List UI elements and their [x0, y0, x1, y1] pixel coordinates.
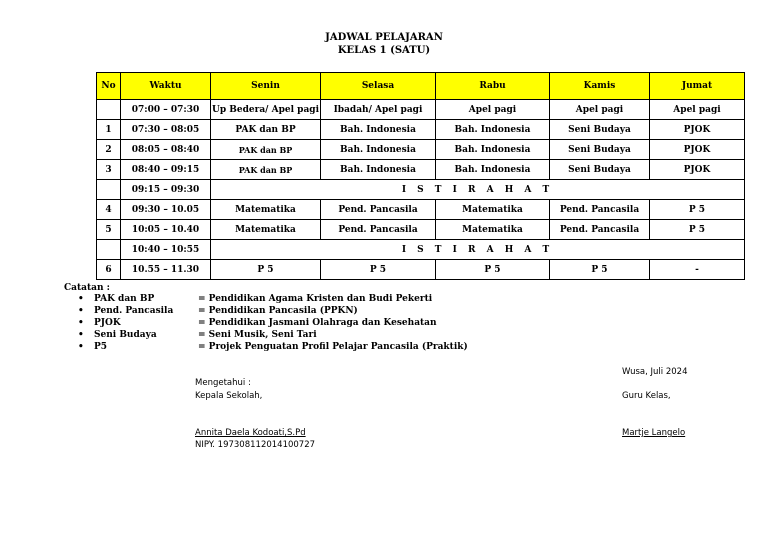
document-title: JADWAL PELAJARAN — [325, 32, 443, 43]
subject-cell: Matematika — [436, 200, 550, 220]
subject-cell: P 5 — [650, 220, 745, 240]
subject-cell: P 5 — [211, 260, 321, 280]
table-row — [97, 120, 745, 140]
table-row — [97, 260, 745, 280]
subject-cell: Bah. Indonesia — [436, 160, 550, 180]
subject-cell: Matematika — [436, 220, 550, 240]
place-date: Wusa, Juli 2024 — [622, 367, 688, 377]
table-row — [97, 140, 745, 160]
subject-cell: Pend. Pancasila — [321, 220, 436, 240]
subject-cell: Up Bedera/ Apel pagi — [211, 100, 321, 120]
time-cell: 10.55 – 11.30 — [121, 260, 211, 280]
headmaster-nip: NIPY. 197308112014100727 — [195, 440, 316, 450]
subject-cell: P 5 — [550, 260, 650, 280]
row-number — [97, 240, 121, 260]
bullet-icon: • — [78, 294, 84, 304]
note-item — [78, 342, 468, 354]
time-cell: 10:40 – 10:55 — [121, 240, 211, 260]
table-row — [97, 100, 745, 120]
row-number: 4 — [97, 200, 121, 220]
time-cell: 07:30 – 08:05 — [121, 120, 211, 140]
break-row — [97, 240, 745, 260]
subject-cell: Seni Budaya — [550, 140, 650, 160]
time-cell: 08:40 – 09:15 — [121, 160, 211, 180]
break-label: I S T I R A H A T — [211, 240, 745, 260]
bullet-icon: • — [78, 306, 84, 316]
subject-cell: P 5 — [436, 260, 550, 280]
subject-cell: Pend. Pancasila — [321, 200, 436, 220]
subject-cell: Pend. Pancasila — [550, 220, 650, 240]
row-number — [97, 100, 121, 120]
subject-cell: Bah. Indonesia — [321, 120, 436, 140]
headmaster-name: Annita Daela Kodoati,S.Pd — [195, 428, 306, 438]
header-cell-no: No — [97, 73, 121, 100]
note-abbreviation: PAK dan BP — [94, 294, 155, 304]
header-cell-rabu: Rabu — [436, 73, 550, 100]
note-definition: = Seni Musik, Seni Tari — [198, 330, 317, 340]
note-abbreviation: P5 — [94, 342, 108, 352]
teacher-name: Martje Langelo — [622, 428, 686, 438]
header-cell-senin: Senin — [211, 73, 321, 100]
subject-cell: Bah. Indonesia — [436, 140, 550, 160]
note-abbreviation: Seni Budaya — [94, 330, 157, 340]
subject-cell: Pend. Pancasila — [550, 200, 650, 220]
note-definition: = Pendidikan Agama Kristen dan Budi Pekerti — [198, 294, 433, 304]
subject-cell: Bah. Indonesia — [321, 160, 436, 180]
header-cell-kamis: Kamis — [550, 73, 650, 100]
note-abbreviation: PJOK — [94, 318, 121, 328]
subject-cell: PAK dan BP — [211, 160, 321, 180]
note-definition: = Pendidikan Pancasila (PPKN) — [198, 306, 358, 316]
header-cell-jumat: Jumat — [650, 73, 745, 100]
subject-cell: Seni Budaya — [550, 160, 650, 180]
subject-cell: PAK dan BP — [211, 140, 321, 160]
subject-cell: P 5 — [321, 260, 436, 280]
time-cell: 09:15 – 09:30 — [121, 180, 211, 200]
subject-cell: P 5 — [650, 200, 745, 220]
mengetahui-label: Mengetahui : — [195, 378, 251, 388]
note-definition: = Projek Penguatan Profil Pelajar Pancasila (Praktik) — [198, 342, 468, 352]
table-row — [97, 160, 745, 180]
time-cell: 10:05 – 10.40 — [121, 220, 211, 240]
note-item — [78, 330, 317, 342]
table-row — [97, 200, 745, 220]
break-label: I S T I R A H A T — [211, 180, 745, 200]
subject-cell: Apel pagi — [650, 100, 745, 120]
row-number: 2 — [97, 140, 121, 160]
schedule-header — [97, 73, 745, 100]
subject-cell: Matematika — [211, 220, 321, 240]
notes-heading: Catatan : — [64, 283, 110, 293]
note-item — [78, 318, 437, 330]
row-number — [97, 180, 121, 200]
subject-cell: Bah. Indonesia — [436, 120, 550, 140]
schedule-body — [97, 100, 745, 280]
time-cell: 08:05 – 08:40 — [121, 140, 211, 160]
schedule-table — [96, 72, 745, 280]
subject-cell: Bah. Indonesia — [321, 140, 436, 160]
header-cell-waktu: Waktu — [121, 73, 211, 100]
subject-cell: PJOK — [650, 160, 745, 180]
subject-cell: PAK dan BP — [211, 120, 321, 140]
bullet-icon: • — [78, 342, 84, 352]
subject-cell: Matematika — [211, 200, 321, 220]
header-cell-selasa: Selasa — [321, 73, 436, 100]
teacher-title: Guru Kelas, — [622, 391, 671, 401]
subject-cell: PJOK — [650, 140, 745, 160]
subject-cell: Seni Budaya — [550, 120, 650, 140]
row-number: 1 — [97, 120, 121, 140]
note-definition: = Pendidikan Jasmani Olahraga dan Kesehatan — [198, 318, 437, 328]
subject-cell: PJOK — [650, 120, 745, 140]
bullet-icon: • — [78, 318, 84, 328]
note-item — [78, 294, 432, 306]
bullet-icon: • — [78, 330, 84, 340]
subject-cell: Apel pagi — [550, 100, 650, 120]
subject-cell: Apel pagi — [436, 100, 550, 120]
row-number: 5 — [97, 220, 121, 240]
subject-cell: Ibadah/ Apel pagi — [321, 100, 436, 120]
subject-cell: - — [650, 260, 745, 280]
time-cell: 07:00 – 07:30 — [121, 100, 211, 120]
table-row — [97, 220, 745, 240]
note-abbreviation: Pend. Pancasila — [94, 306, 174, 316]
row-number: 6 — [97, 260, 121, 280]
row-number: 3 — [97, 160, 121, 180]
headmaster-title: Kepala Sekolah, — [195, 391, 263, 401]
break-row — [97, 180, 745, 200]
document-subtitle: KELAS 1 (SATU) — [337, 45, 431, 56]
time-cell: 09:30 – 10.05 — [121, 200, 211, 220]
note-item — [78, 306, 358, 318]
